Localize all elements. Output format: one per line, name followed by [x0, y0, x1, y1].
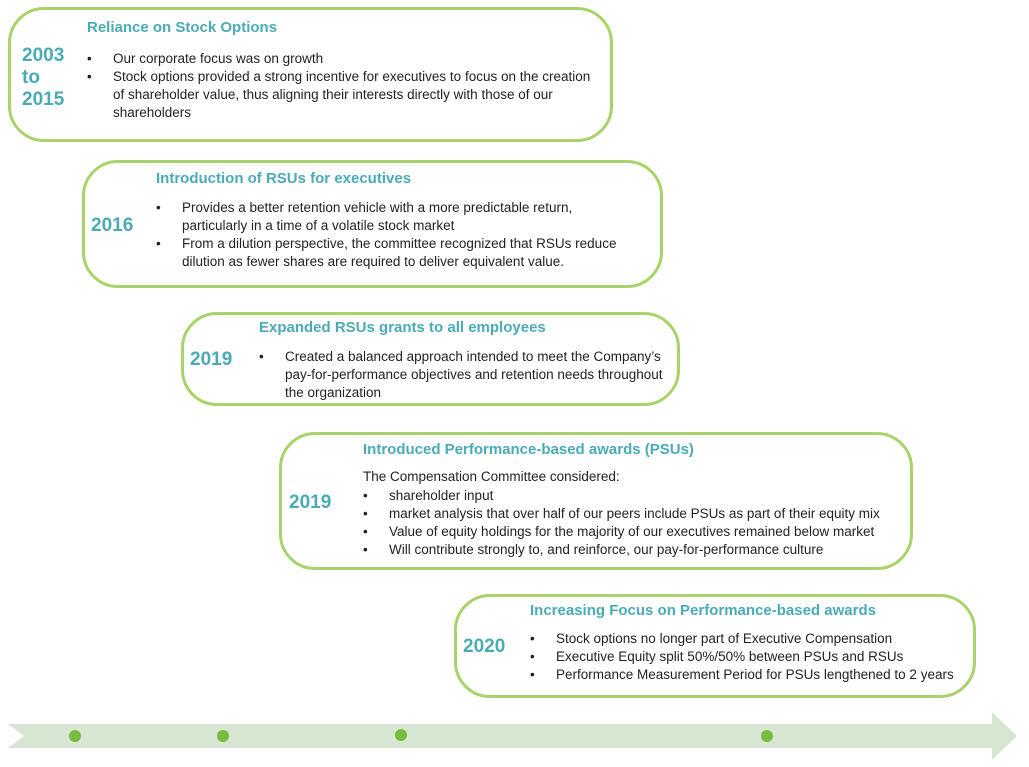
timeline-marker [761, 730, 773, 742]
bullet-marker: • [259, 349, 264, 364]
timeline-marker [395, 729, 407, 741]
bullet-text: Our corporate focus was on growth [113, 51, 324, 66]
bullet-text: Stock options provided a strong incentive for executives to focus on the creation of shareholder value, thus aligning their interests directly with those of our shareholders [113, 69, 591, 120]
bullet-text: Executive Equity split 50%/50% between PSUs and RSUs [556, 649, 904, 664]
bullet-marker: • [363, 524, 368, 539]
year-label: 2003 to 2015 [22, 45, 65, 110]
box-title: Reliance on Stock Options [87, 19, 278, 36]
bullet-text: Value of equity holdings for the majority of our executives remained below market [389, 524, 875, 539]
bullet-marker: • [156, 236, 161, 251]
timeline-marker [69, 730, 81, 742]
bullet-text: Performance Measurement Period for PSUs lengthened to 2 years [556, 667, 954, 682]
bullet-marker: • [363, 542, 368, 557]
box-title: Increasing Focus on Performance-based awards [530, 602, 876, 619]
year-label: 2020 [463, 636, 506, 657]
bullet-text: market analysis that over half of our peers include PSUs as part of their equity mix [389, 506, 880, 521]
box-title: Introduced Performance-based awards (PSUs) [363, 441, 694, 458]
timeline-marker [217, 730, 229, 742]
bullet-marker: • [87, 51, 92, 66]
timeline-arrow-shape [8, 712, 1017, 760]
bullet-marker: • [530, 667, 535, 682]
year-label: 2019 [190, 349, 233, 370]
bullet-marker: • [87, 69, 92, 84]
box-title: Introduction of RSUs for executives [156, 170, 412, 187]
bullet-marker: • [156, 200, 161, 215]
bullet-marker: • [363, 506, 368, 521]
bullet-text: Will contribute strongly to, and reinforce, our pay-for-performance culture [389, 542, 824, 557]
bullet-text: From a dilution perspective, the committee recognized that RSUs reduce dilution as fewer shares are required to deliver equivalent value. [182, 236, 617, 269]
bullet-text: Stock options no longer part of Executive Compensation [556, 631, 893, 646]
bullet-marker: • [363, 488, 368, 503]
bullet-text: Provides a better retention vehicle with a more predictable return, particularly in a time of a volatile stock market [182, 200, 573, 233]
box-intro-text: The Compensation Committee considered: [363, 469, 620, 484]
bullet-text: Created a balanced approach intended to meet the Company’s pay-for-performance objectives and retention needs throughout the organization [285, 349, 663, 400]
year-label: 2019 [289, 492, 332, 513]
year-label: 2016 [91, 215, 134, 236]
bullet-text: shareholder input [389, 488, 494, 503]
bullet-marker: • [530, 649, 535, 664]
box-title: Expanded RSUs grants to all employees [259, 319, 546, 336]
bullet-marker: • [530, 631, 535, 646]
